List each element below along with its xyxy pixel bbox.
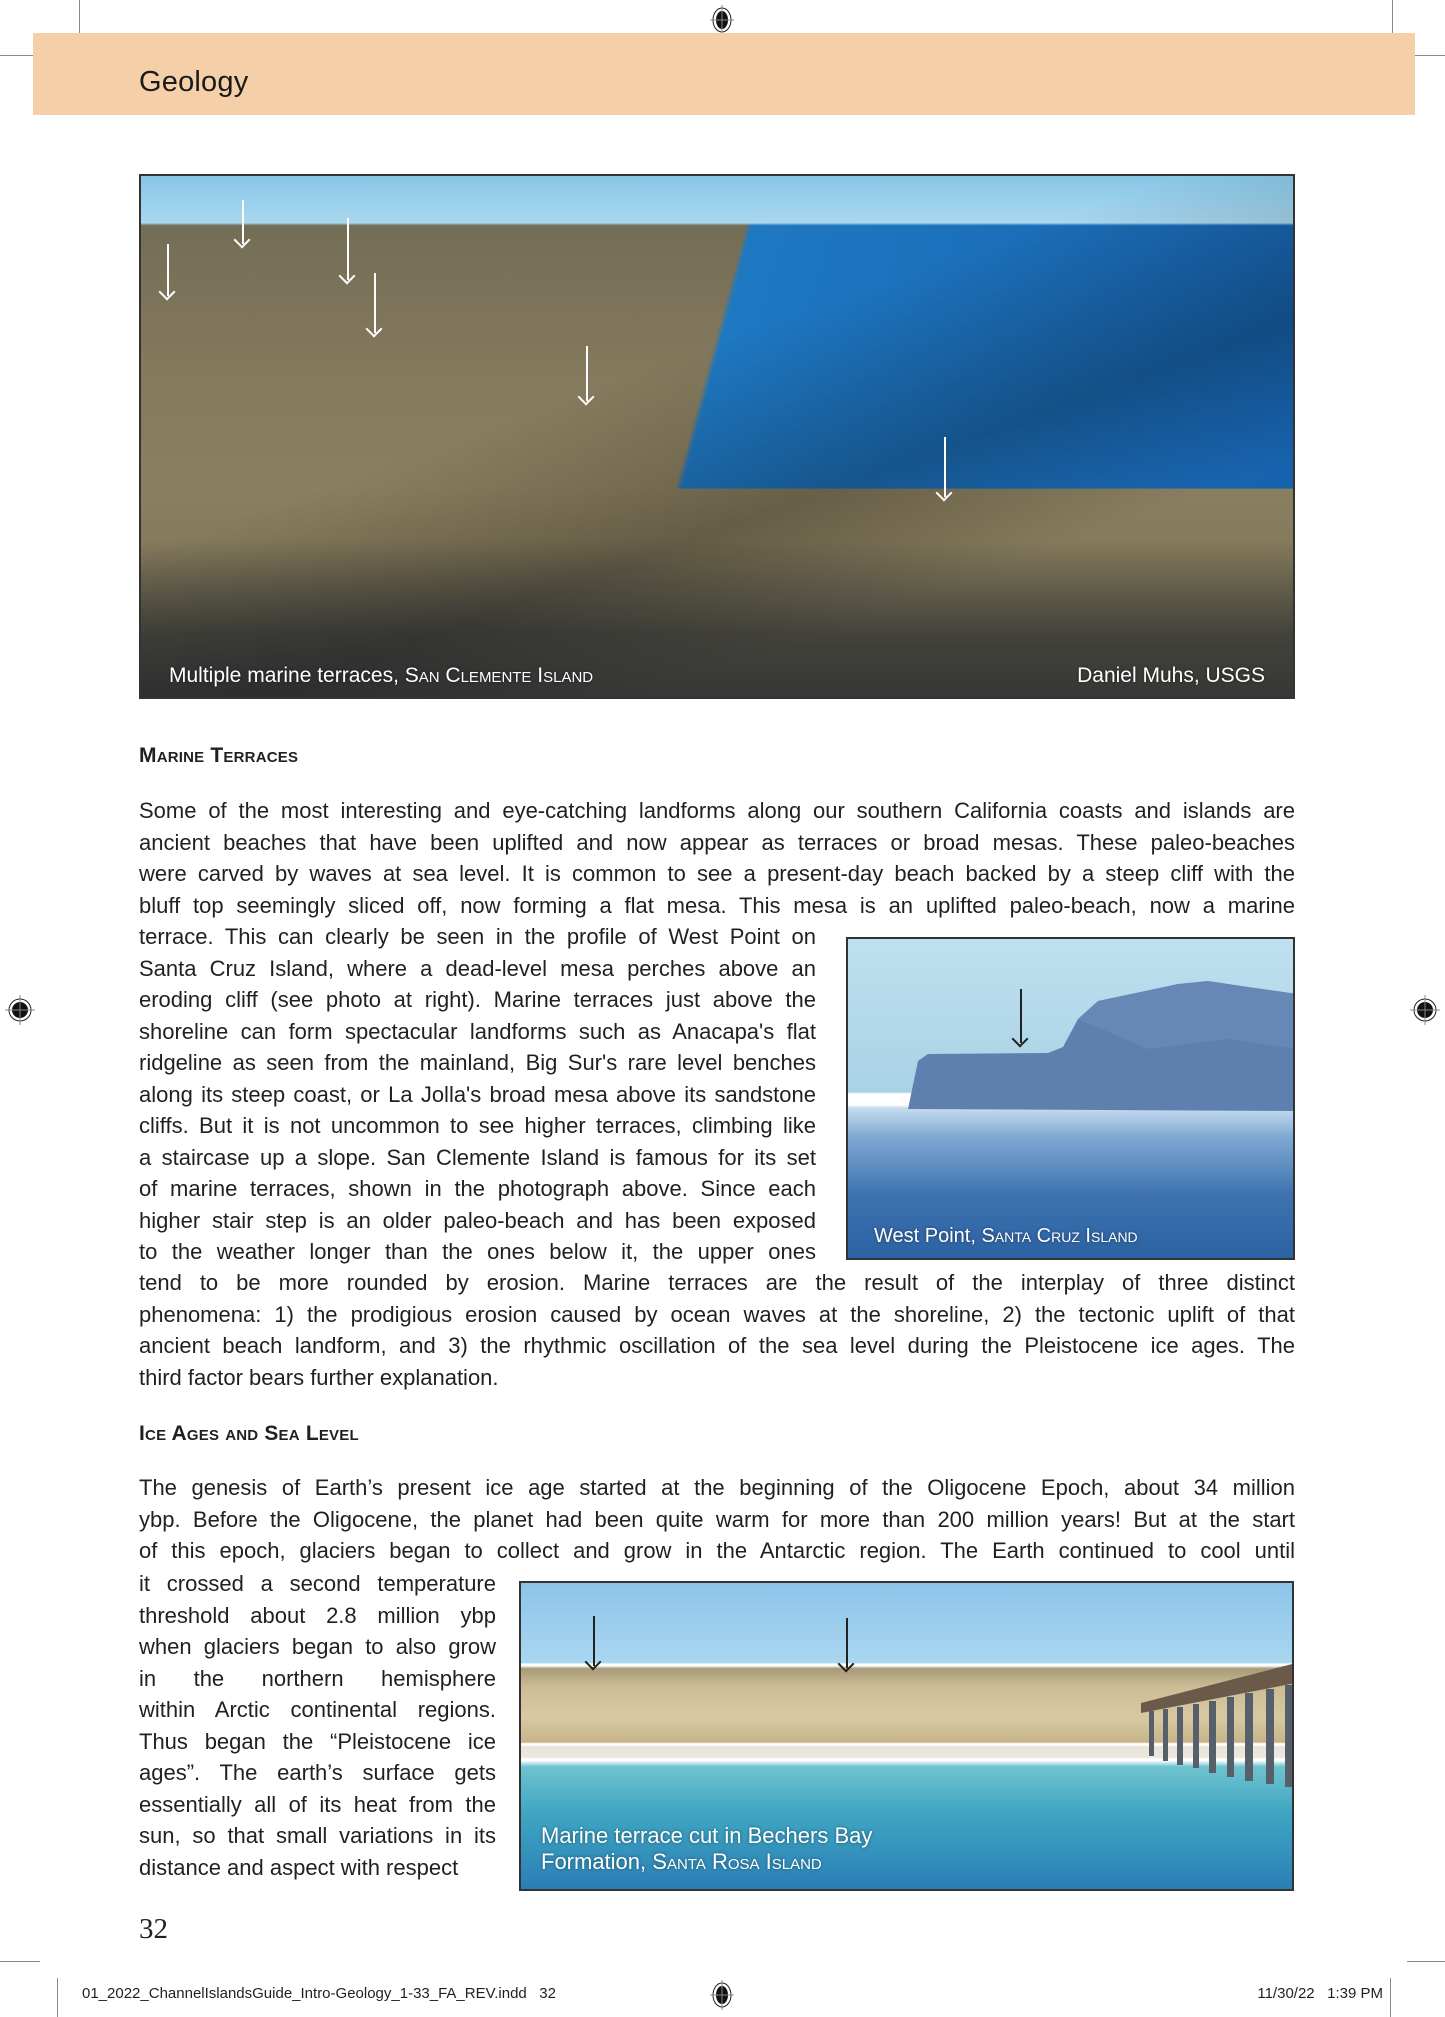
crop-mark <box>0 1961 40 1962</box>
arrow-icon <box>374 273 376 333</box>
photo-caption: West Point, Santa Cruz Island <box>874 1225 1138 1247</box>
photo-caption: Marine terrace cut in Bechers Bay Formation, Santa Rosa Island <box>541 1823 873 1874</box>
paragraph-ice-ages-wrap: it crossed a second temperature threshold about 2.8 million ybp when glaciers began to also grow in the northern hemisphere within Arctic continental regions. Thus began the “Pleistocene ice ages”. The earth’s surface gets essentially all of its heat from the sun, so that small variations in its distance and aspect with respect <box>139 1571 496 1880</box>
page-number: 32 <box>139 1913 168 1945</box>
photo-credit: Daniel Muhs, USGS <box>1077 664 1265 687</box>
photo-san-clemente-terraces <box>139 174 1295 699</box>
crop-mark <box>1392 0 1393 36</box>
registration-mark-icon <box>707 1980 737 2010</box>
paragraph-marine-terraces-wrap: terrace. This can clearly be seen in the profile of West Point on Santa Cruz Island, where a dead-level mesa perches above an eroding cliff (see photo at right). Marine terraces just above the shoreline can form spectacular landforms such as Anacapa's flat ridgeline as seen from the mainland, Big Sur's rare level benches along its steep coast, or La Jolla's broad mesa above its sandstone cliffs. But it is not uncommon to see higher terraces, climbing like a staircase up a slope. San Clemente Island is famous for its set of marine terraces, shown in the photograph above. Since each higher stair step is an older paleo-beach and has been exposed to the weather longer than the ones below it, the upper ones <box>139 924 816 1264</box>
paragraph-marine-terraces-conclusion: tend to be more rounded by erosion. Marine terraces are the result of the interplay of three distinct phenomena: 1) the prodigious erosion caused by ocean waves at the shoreline, 2) the tectonic uplift of that ancient beach landform, and 3) the rhythmic oscillation of the sea level during the Pleistocene ice ages. The third factor bears further explanation. <box>139 1270 1295 1390</box>
crop-mark <box>79 0 80 36</box>
registration-mark-icon <box>5 995 35 1025</box>
registration-mark-icon <box>707 5 737 35</box>
section-heading-marine-terraces: Marine Terraces <box>139 744 299 767</box>
print-slug-filename: 01_2022_ChannelIslandsGuide_Intro-Geology_1-33_FA_REV.indd 32 <box>82 1985 556 2002</box>
arrow-icon <box>347 218 349 280</box>
registration-mark-icon <box>1410 995 1440 1025</box>
arrow-icon <box>846 1618 848 1668</box>
arrow-icon <box>1020 989 1022 1043</box>
arrow-icon <box>586 346 588 401</box>
paragraph-ice-ages-intro: The genesis of Earth’s present ice age started at the beginning of the Oligocene Epoch, about 34 million ybp. Before the Oligocene, the planet had been quite warm for more than 200 million years! But at the start of this epoch, glaciers began to collect and grow in the Antarctic region. The Earth continued to cool until <box>139 1475 1295 1563</box>
section-heading-ice-ages: Ice Ages and Sea Level <box>139 1422 359 1445</box>
island-silhouette <box>848 939 1295 1260</box>
crop-mark <box>1407 1961 1445 1962</box>
arrow-icon <box>593 1616 595 1666</box>
arrow-icon <box>242 200 244 244</box>
paragraph-marine-terraces-intro: Some of the most interesting and eye-catching landforms along our southern California coasts and islands are ancient beaches that have been uplifted and now appear as terraces or broad mesas. These paleo-beaches were carved by waves at sea level. It is common to see a present-day beach backed by a steep cliff with the bluff top seemingly sliced off, now forming a flat mesa. This mesa is an uplifted paleo-beach, now a marine <box>139 798 1295 918</box>
crop-mark <box>57 1978 58 2017</box>
print-slug-date: 11/30/22 1:39 PM <box>1257 1985 1383 2002</box>
crop-mark <box>1390 1978 1391 2017</box>
photo-bechers-bay <box>519 1581 1294 1891</box>
photo-caption: Multiple marine terraces, San Clemente Island <box>169 664 594 687</box>
arrow-icon <box>167 244 169 296</box>
photo-west-point <box>846 937 1295 1260</box>
section-title: Geology <box>139 66 249 98</box>
arrow-icon <box>944 437 946 497</box>
